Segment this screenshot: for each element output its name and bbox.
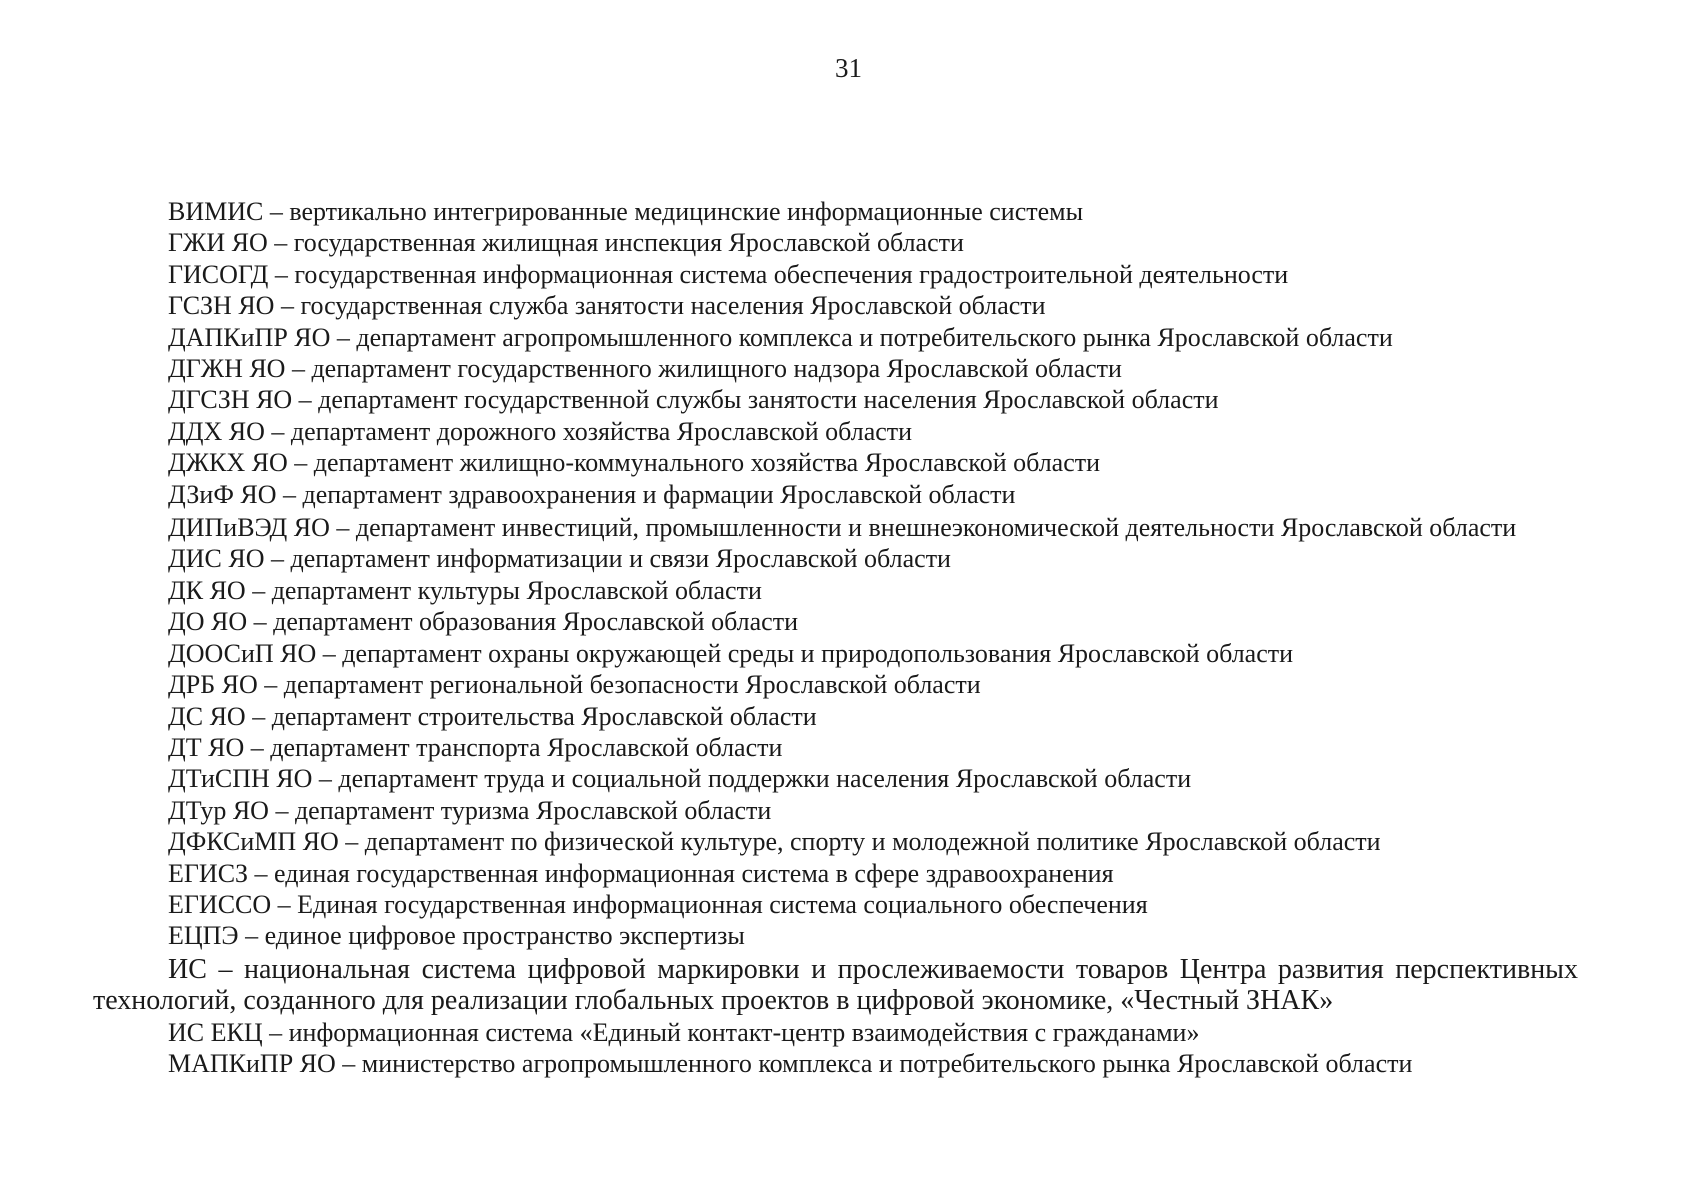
glossary-entry: ИС ЕКЦ – информационная система «Единый контакт-центр взаимодействия с гражданами» [168,1017,1200,1047]
glossary-entry: ЕЦПЭ – единое цифровое пространство экспертизы [168,921,745,951]
glossary-entry: ДТиСПН ЯО – департамент труда и социальной поддержки населения Ярославской области [168,764,1192,794]
glossary-entry: ГСЗН ЯО – государственная служба занятости населения Ярославской области [168,291,1046,321]
glossary-entry: ДТур ЯО – департамент туризма Ярославской области [168,795,772,825]
glossary-entry: ДГСЗН ЯО – департамент государственной службы занятости населения Ярославской области [168,385,1219,415]
glossary-entry: ДРБ ЯО – департамент региональной безопасности Ярославской области [168,670,981,700]
glossary-entry: ДООСиП ЯО – департамент охраны окружающей среды и природопользования Ярославской области [168,638,1294,668]
glossary-entry: ДДХ ЯО – департамент дорожного хозяйства Ярославской области [168,416,913,446]
glossary-entry: ЕГИССО – Единая государственная информационная система социального обеспечения [168,889,1148,919]
glossary-entry: ДФКСиМП ЯО – департамент по физической культуре, спорту и молодежной политике Ярославской области [168,827,1381,857]
glossary-entry: ДТ ЯО – департамент транспорта Ярославской области [168,732,783,762]
glossary-entry: ГЖИ ЯО – государственная жилищная инспекция Ярославской области [168,228,964,258]
glossary-entry: ДИПиВЭД ЯО – департамент инвестиций, промышленности и внешнеэкономической деятельности Ярославской области [168,513,1517,543]
glossary-entry: ДЗиФ ЯО – департамент здравоохранения и фармации Ярославской области [168,479,1016,509]
glossary-entry: ВИМИС – вертикально интегрированные медицинские информационные системы [168,197,1084,226]
glossary-entry: ДК ЯО – департамент культуры Ярославской области [168,575,762,605]
glossary-entry: ЕГИСЗ – единая государственная информационная система в сфере здравоохранения [168,858,1114,888]
abbreviations-list [93,196,1578,1079]
glossary-entry: ДС ЯО – департамент строительства Ярославской области [168,701,817,731]
glossary-entry: ДАПКиПР ЯО – департамент агропромышленного комплекса и потребительского рынка Ярославской области [168,322,1393,352]
glossary-entry: ДГЖН ЯО – департамент государственного жилищного надзора Ярославской области [168,354,1122,384]
glossary-entry: МАПКиПР ЯО – министерство агропромышленного комплекса и потребительского рынка Ярославской области [168,1048,1413,1078]
glossary-entry: ДЖКХ ЯО – департамент жилищно-коммунального хозяйства Ярославской области [168,448,1101,478]
glossary-entry: ДО ЯО – департамент образования Ярославской области [168,607,798,637]
glossary-entry: ИС – национальная система цифровой маркировки и прослеживаемости товаров Центра развития перспективных технологий, созданного для реализации глобальных проектов в цифровой экономике, «Честный ЗНАК» [93,953,1578,1017]
glossary-entry: ДИС ЯО – департамент информатизации и связи Ярославской области [168,544,951,574]
page-number: 31 [835,53,862,83]
glossary-entry: ГИСОГД – государственная информационная система обеспечения градостроительной деятельности [168,259,1289,289]
